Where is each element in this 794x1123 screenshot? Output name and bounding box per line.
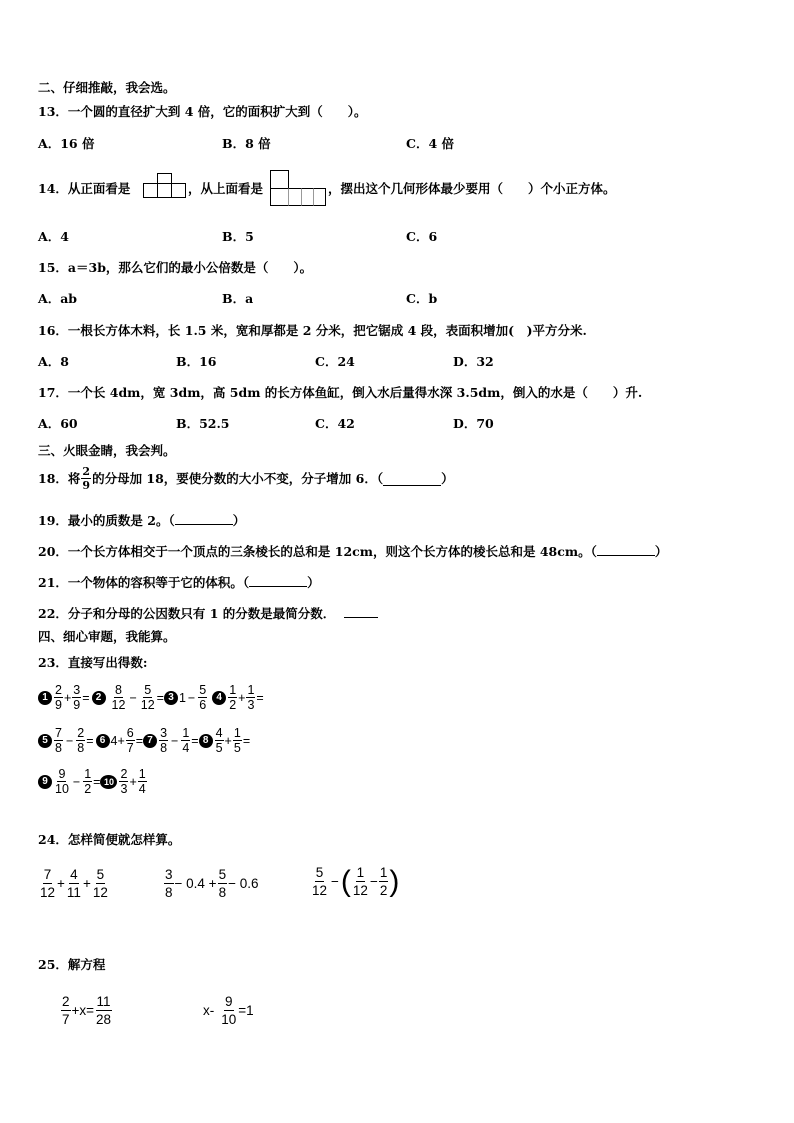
q14-option-b[interactable]: B．5 <box>222 229 254 244</box>
section-title-4: 四、细心审题，我能算。 <box>38 629 176 644</box>
frac-num: 9 <box>225 994 233 1009</box>
frac-num: 4 <box>215 726 223 740</box>
frac-num: 8 <box>115 683 122 697</box>
middle-terms: − 0.4 + <box>174 876 217 891</box>
operator: − <box>72 774 81 789</box>
operator: − <box>331 874 339 889</box>
q16-option-b[interactable]: B．16 <box>176 354 217 369</box>
q18-pre: 18．将 <box>38 470 81 486</box>
operator: + <box>129 774 137 789</box>
item-number-2: 2 <box>92 691 106 705</box>
q14-option-a[interactable]: A．4 <box>38 229 69 244</box>
question-13-stem: 13．一个圆的直径扩大到 4 倍，它的面积扩大到（ ）。 <box>38 104 367 119</box>
frac-num: 2 <box>55 683 62 697</box>
frac-num: 3 <box>165 867 173 882</box>
frac-den: 2 <box>229 698 237 712</box>
item-number-9: 9 <box>38 775 52 789</box>
frac-den: 8 <box>218 885 227 900</box>
frac-den: 7 <box>126 741 134 755</box>
question-14-pre: 14．从正面看是 <box>38 181 131 196</box>
frac-num: 1 <box>84 767 92 781</box>
question-16-stem: 16．一根长方体木料，长 1.5 米，宽和厚都是 2 分米，把它锯成 4 段，表面积增加( )平方分米. <box>38 323 587 338</box>
operator: − <box>65 733 74 748</box>
q16-option-a[interactable]: A．8 <box>38 354 69 369</box>
frac-num: 9 <box>58 767 66 781</box>
frac-num: 1 <box>247 683 255 697</box>
frac-num: 3 <box>73 683 81 697</box>
tail-terms: − 0.6 <box>228 876 259 891</box>
question-14-post: ，摆出这个几何形体最少要用（ ）个小正方体。 <box>328 181 616 196</box>
q16-option-c[interactable]: C．24 <box>315 354 355 369</box>
question-14-mid: ，从上面看是 <box>188 181 264 196</box>
item-number-8: 8 <box>199 734 213 748</box>
frac-num: 2 <box>62 994 70 1009</box>
q19-text: 19．最小的质数是 2。（ <box>38 513 175 528</box>
q18-fraction <box>81 465 91 492</box>
operator: + <box>57 876 65 891</box>
frac-den: 12 <box>140 698 155 712</box>
frac-num: 2 <box>120 767 128 781</box>
frac-den: 10 <box>55 782 69 796</box>
operator: − <box>171 733 179 748</box>
frac-den: 3 <box>247 698 255 712</box>
operator: − <box>369 874 378 889</box>
frac-den: 4 <box>138 782 146 796</box>
equals: = <box>86 733 94 748</box>
q24-expression-1 <box>38 866 110 901</box>
frac-den: 3 <box>120 782 128 796</box>
q22-answer-blank[interactable] <box>344 603 378 618</box>
q14-option-c[interactable]: C．6 <box>406 229 438 244</box>
frac-den: 12 <box>352 883 368 898</box>
frac-den: 11 <box>66 885 81 900</box>
left-parenthesis: ( <box>340 864 351 898</box>
q19-answer-blank[interactable] <box>175 510 233 525</box>
q23-row-2 <box>38 726 250 755</box>
operator: − <box>187 690 196 705</box>
frac-num: 7 <box>43 867 52 882</box>
equals: = <box>156 690 164 705</box>
frac-den: 7 <box>62 1012 70 1027</box>
frac-den: 2 <box>84 782 92 796</box>
frac-num: 7 <box>55 726 62 740</box>
question-21 <box>38 572 320 591</box>
frac-den: 2 <box>379 883 388 898</box>
question-24-title: 24．怎样简便就怎样算。 <box>38 832 181 847</box>
q18-post: 的分母加 18，要使分数的大小不变，分子增加 6．（ <box>92 470 384 486</box>
item-number-3: 3 <box>164 691 178 705</box>
q13-option-c[interactable]: C．4 倍 <box>406 136 454 151</box>
front-view-figure <box>143 173 187 203</box>
question-25-title: 25．解方程 <box>38 957 106 972</box>
tail-terms: =1 <box>238 1003 254 1018</box>
frac-num: 1 <box>229 683 237 697</box>
q18-answer-blank[interactable] <box>383 471 441 486</box>
q15-option-c[interactable]: C．b <box>406 291 438 306</box>
frac-den: 12 <box>312 883 328 898</box>
frac-num: 5 <box>218 867 227 882</box>
q21-text: 21．一个物体的容积等于它的体积。（ <box>38 575 250 590</box>
q17-option-b[interactable]: B．52.5 <box>176 416 230 431</box>
item-number-7: 7 <box>143 734 157 748</box>
frac-num: 11 <box>96 994 111 1009</box>
frac-num: 1 <box>182 726 190 740</box>
q25-equation-2 <box>203 993 254 1028</box>
frac-num: 1 <box>138 767 146 781</box>
frac-num: 5 <box>315 865 324 880</box>
section-title-3: 三、火眼金睛，我会判。 <box>38 443 176 458</box>
frac-den: 5 <box>215 741 223 755</box>
frac-num: 1 <box>379 865 388 880</box>
operator: + <box>117 733 125 748</box>
right-parenthesis: ) <box>389 864 400 898</box>
q24-expression-2 <box>163 866 258 901</box>
q17-option-a[interactable]: A．60 <box>38 416 78 431</box>
q13-option-a[interactable]: A．16 倍 <box>38 136 95 151</box>
frac-num: 4 <box>70 867 78 882</box>
frac-den: 5 <box>233 741 241 755</box>
frac-den: 4 <box>182 741 190 755</box>
q17-option-c[interactable]: C．42 <box>315 416 355 431</box>
q23-row-3 <box>38 767 148 796</box>
question-18 <box>38 465 454 492</box>
equals: = <box>135 733 144 748</box>
question-20 <box>38 541 667 560</box>
question-19 <box>38 510 245 529</box>
q20-close: ） <box>654 544 668 559</box>
equals: = <box>93 774 101 789</box>
frac-den: 12 <box>92 885 108 900</box>
frac-den: 6 <box>199 698 207 712</box>
q17-option-d[interactable]: D．70 <box>453 416 494 431</box>
section-title-2: 二、仔细推敲，我会选。 <box>38 80 176 95</box>
q19-close: ） <box>232 513 246 528</box>
frac-num: 2 <box>77 726 85 740</box>
q18-numerator: 2 <box>82 465 91 478</box>
frac-den: 9 <box>55 698 62 712</box>
q20-answer-blank[interactable] <box>597 541 655 556</box>
frac-num: 5 <box>96 867 105 882</box>
frac-num: 3 <box>160 726 168 740</box>
q18-denominator: 9 <box>82 479 91 492</box>
item-number-6: 6 <box>96 734 110 748</box>
q18-close: ） <box>441 470 454 486</box>
frac-num: 5 <box>144 683 152 697</box>
operator: + <box>82 876 91 891</box>
q21-close: ） <box>307 575 320 590</box>
q24-expression-3 <box>310 864 399 899</box>
frac-num: 5 <box>199 683 207 697</box>
whole-number: 4 <box>110 733 118 748</box>
q23-row-1 <box>38 683 264 712</box>
question-22 <box>38 603 378 622</box>
q20-text: 20．一个长方体相交于一个顶点的三条棱长的总和是 12cm，则这个长方体的棱长总和是 48cm。（ <box>38 544 597 559</box>
frac-num: 6 <box>126 726 134 740</box>
frac-den: 8 <box>160 741 168 755</box>
operator: + <box>238 690 246 705</box>
q13-option-b[interactable]: B．8 倍 <box>222 136 271 151</box>
item-number-1: 1 <box>38 691 52 705</box>
q16-option-d[interactable]: D．32 <box>453 354 494 369</box>
q15-option-b[interactable]: B．a <box>222 291 254 306</box>
frac-den: 12 <box>40 885 56 900</box>
frac-den: 28 <box>96 1012 112 1027</box>
frac-den: 8 <box>165 885 173 900</box>
frac-num: 1 <box>356 865 365 880</box>
whole-number: 1 <box>178 690 186 705</box>
equals: = <box>191 733 199 748</box>
frac-den: 8 <box>55 741 62 755</box>
item-number-10: 10 <box>100 775 117 789</box>
operator: − <box>129 690 137 705</box>
question-23-title: 23．直接写出得数: <box>38 655 148 670</box>
question-15-stem: 15．a＝3b，那么它们的最小公倍数是（ ）。 <box>38 260 313 275</box>
item-number-4: 4 <box>212 691 226 705</box>
frac-den: 12 <box>111 698 126 712</box>
frac-num: 1 <box>233 726 241 740</box>
frac-den: 10 <box>221 1012 237 1027</box>
q22-text: 22．分子和分母的公因数只有 1 的分数是最简分数． <box>38 606 336 621</box>
item-number-5: 5 <box>38 734 52 748</box>
q21-answer-blank[interactable] <box>249 572 307 587</box>
frac-den: 8 <box>77 741 85 755</box>
operator: + <box>63 690 72 705</box>
q25-equation-1 <box>60 993 113 1028</box>
equals: = <box>256 690 264 705</box>
frac-den: 9 <box>73 698 81 712</box>
operator: + <box>224 733 232 748</box>
equals: = <box>82 690 90 705</box>
question-17-stem: 17．一个长 4dm，宽 3dm，高 5dm 的长方体鱼缸，倒入水后量得水深 3.5dm，倒入的水是（ ）升. <box>38 385 643 400</box>
variable-term: x- <box>203 1003 215 1018</box>
top-view-figure <box>270 170 326 206</box>
equals: = <box>242 733 251 748</box>
q15-option-a[interactable]: A．ab <box>38 291 78 306</box>
middle-terms: +x= <box>71 1003 95 1018</box>
